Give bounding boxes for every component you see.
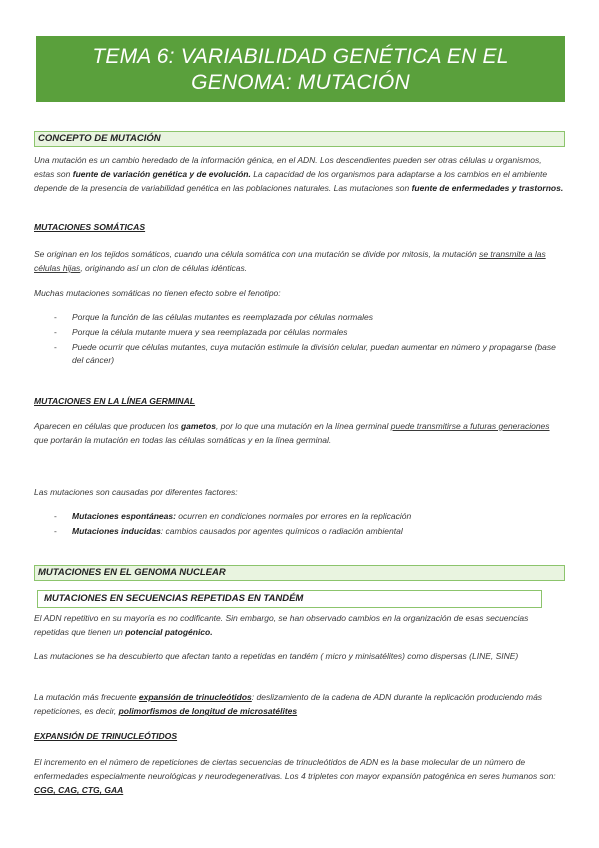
somaticas-paragraph-2: Muchas mutaciones somáticas no tienen efecto sobre el fenotipo: — [34, 288, 281, 298]
list-item: - Porque la célula mutante muera y sea reemplazada por células normales — [54, 327, 348, 337]
somaticas-bullet-list — [34, 311, 564, 369]
subsection-header-tandem: MUTACIONES EN SECUENCIAS REPETIDAS EN TANDÉM — [37, 590, 542, 608]
nuclear-paragraph-3: La mutación más frecuente expansión de trinucleótidos: deslizamiento de la cadena de ADN durante la replicación produciendo más repeticiones, es decir, polimorfismos de longitud de microsatélites — [34, 692, 543, 717]
section-header-concepto: CONCEPTO DE MUTACIÓN — [34, 131, 565, 147]
list-item: - Porque la función de las células mutantes es reemplazada por células normales — [54, 312, 373, 322]
list-item: - Puede ocurrir que células mutantes, cuya mutación estimule la división celular, puedan aumentar en número y propagarse (base del cáncer) — [54, 342, 556, 365]
heading-germinal: MUTACIONES EN LA LÍNEA GERMINAL — [34, 396, 196, 406]
concepto-paragraph: Una mutación es un cambio heredado de la información génica, en el ADN. Los descendientes pueden ser otras células u organismos, estas son fuente de variación genética y de evolución. La capacidad de los organismos para adaptarse a los cambios en el ambiente depende de la presencia de variabilidad genética en las poblaciones naturales. Las mutaciones son fuente de enfermedades y trastornos. — [34, 155, 564, 194]
causas-bullet-list — [34, 510, 564, 540]
document-title — [36, 36, 565, 102]
nuclear-paragraph-2: Las mutaciones se ha descubierto que afectan tanto a repetidas en tandém ( micro y minisatélites) como dispersas (LINE, SINE) — [34, 651, 519, 661]
title-line-1: TEMA 6: VARIABILIDAD GENÉTICA EN EL — [92, 45, 509, 68]
title-line-2: GENOMA: MUTACIÓN — [191, 71, 410, 94]
expansion-paragraph: El incremento en el número de repeticiones de ciertas secuencias de trinucleótidos de ADN es la base molecular de un número de enfermedades especialmente neurológicas y neurodegenerativas. Los 4 tripletes con mayor expansión patogénica en seres humanos son: CGG, CAG, CTG, GAA — [34, 757, 556, 796]
heading-expansion: EXPANSIÓN DE TRINUCLEÓTIDOS — [34, 731, 178, 741]
germinal-paragraph: Aparecen en células que producen los gametos, por lo que una mutación en la línea germinal puede transmitirse a futuras generaciones que portarán la mutación en todas las células somáticas y en la línea germinal. — [34, 421, 550, 446]
list-item: - Mutaciones inducidas: cambios causados por agentes químicos o radiación ambiental — [54, 526, 403, 536]
causas-intro: Las mutaciones son causadas por diferentes factores: — [34, 487, 238, 497]
section-header-nuclear: MUTACIONES EN EL GENOMA NUCLEAR — [34, 565, 565, 581]
somaticas-paragraph-1: Se originan en los tejidos somáticos, cuando una célula somática con una mutación se divide por mitosis, la mutación se transmite a las células hijas, originando así un clon de células idénticas. — [34, 249, 546, 274]
nuclear-paragraph-1: El ADN repetitivo en su mayoría es no codificante. Sin embargo, se han observado cambios en la organización de esas secuencias repetidas que tienen un potencial patogénico. — [34, 613, 529, 638]
heading-somaticas: MUTACIONES SOMÁTICAS — [34, 222, 146, 232]
list-item: - Mutaciones espontáneas: ocurren en condiciones normales por errores en la replicación — [54, 511, 412, 521]
